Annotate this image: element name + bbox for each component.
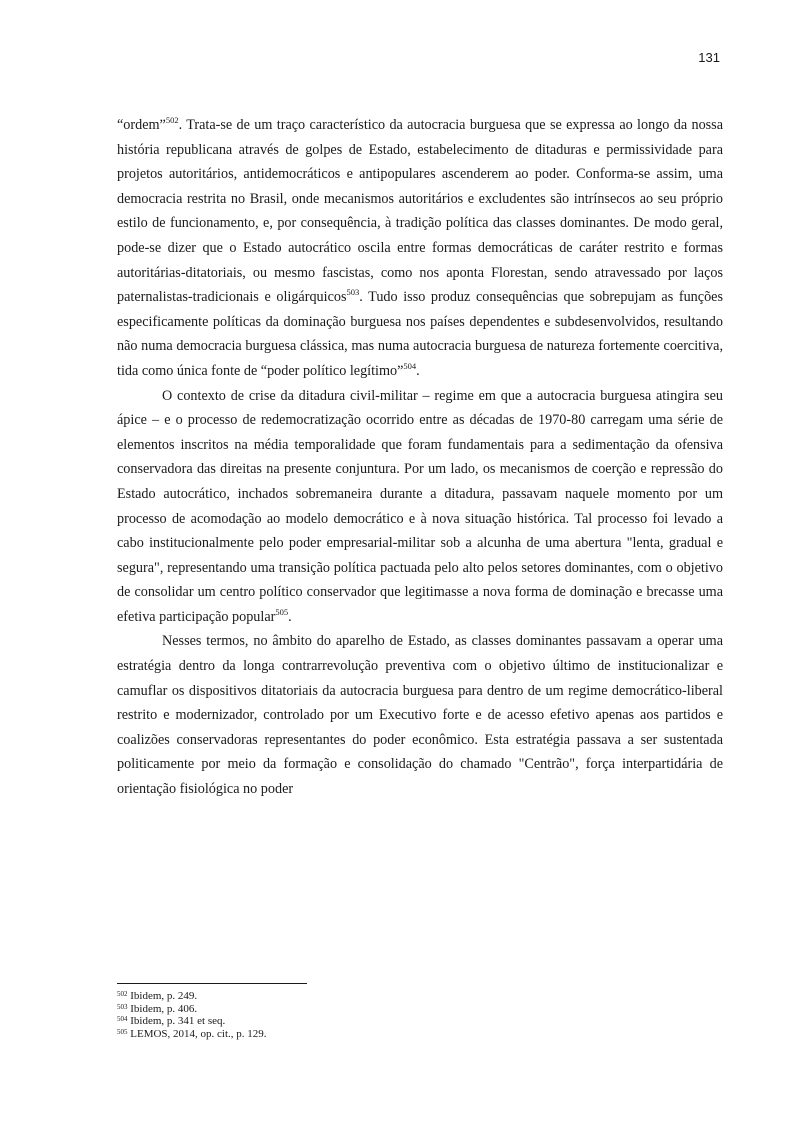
body-text [117,113,723,802]
footnote-text: Ibidem, p. 406. [130,1002,198,1015]
page-number: 131 [698,50,720,65]
paragraph-1-text-d: . [416,362,420,379]
paragraph-3 [117,629,723,801]
paragraph-1 [117,113,723,384]
footnote-item [117,1015,723,1028]
footnote-number: 505 [117,1027,128,1036]
paragraph-1-text-a: “ordem” [117,117,166,133]
footnote-item [117,1028,723,1041]
paragraph-2-text-a: O contexto de crise da ditadura civil-militar – regime em que a autocracia burguesa atingira seu ápice – e o processo de redemocratização ocorrido entre as décadas de 1970-80 carregam uma série de elementos inscritos na média temporalidade que foram fundamentais para a sedimentação da ofensiva conservadora das direitas na presente conjuntura. Por um lado, os mecanismos de coerção e repressão do Estado autocrático, inchados sobremaneira durante a ditadura, passavam naquele momento por um processo de acomodação ao modelo democrático e à nova situação histórica. Tal processo foi levado a cabo institucionalmente pelo poder empresarial-militar sob a alcunha de uma abertura "lenta, gradual e segura", representando uma transição política pactuada pelo alto pelos setores dominantes, com o objetivo de consolidar um centro político conservador que legitimasse a nova forma de dominação e brecasse uma efetiva participação popular [117,387,723,625]
footnote-item [117,1003,723,1016]
paragraph-2-text-b: . [288,608,292,625]
footnote-text: LEMOS, 2014, op. cit., p. 129. [130,1027,267,1040]
footnote-ref-505: 505 [275,606,289,617]
footnote-text: Ibidem, p. 249. [130,990,198,1002]
footnote-divider [117,983,307,984]
footnote-number: 503 [117,1002,128,1011]
footnote-text: Ibidem, p. 341 et seq. [130,1015,226,1027]
paragraph-2 [117,384,723,630]
footnote-number: 502 [117,990,128,998]
paragraph-1-text-c: . Tudo isso produz consequências que sobrepujam as funções especificamente políticas da dominação burguesa nos países dependentes e subdesenvolvidos, resultando não numa democracia burguesa clássica, mas numa autocracia burguesa de natureza fortemente coercitiva, tida como única fonte de “poder político legítimo” [117,289,723,379]
paragraph-1-text-b: . Trata-se de um traço característico da autocracia burguesa que se expressa ao longo da nossa história republicana através de golpes de Estado, estabelecimento de ditaduras e permissividade para projetos autoritários, antidemocráticos e antipopulares ascenderem ao poder. Conforma-se assim, uma democracia restrita no Brasil, onde mecanismos autoritários e excludentes são intrínsecos ao seu próprio estilo de funcionamento, e, por consequência, à tradição política das classes dominantes. De modo geral, pode-se dizer que o Estado autocrático oscila entre formas democráticas de caráter restrito e formas autoritárias-ditatoriais, ou mesmo fascistas, como nos aponta Florestan, sendo atravessado por laços paternalistas-tradicionais e oligárquicos [117,117,723,306]
footnote-ref-503: 503 [346,287,360,298]
footnotes [117,990,723,1040]
footnote-ref-502: 502 [165,115,179,125]
paragraph-3-text: Nesses termos, no âmbito do aparelho de Estado, as classes dominantes passavam a operar uma estratégia dentro da longa contrarrevolução preventiva com o objetivo último de institucionalizar e camuflar os dispositivos ditatoriais da autocracia burguesa para dentro de um regime democrático-liberal restrito e modernizador, controlado por um Executivo forte e de acesso efetivo apenas aos partidos e coalizões conservadoras representantes do poder econômico. Esta estratégia passava a ser sustentada politicamente por meio da formação e consolidação do chamado "Centrão", força interpartidária de orientação fisiológica no poder [117,633,723,798]
footnote-ref-504: 504 [403,360,417,371]
footnote-number: 504 [117,1015,128,1023]
footnote-item [117,990,723,1003]
